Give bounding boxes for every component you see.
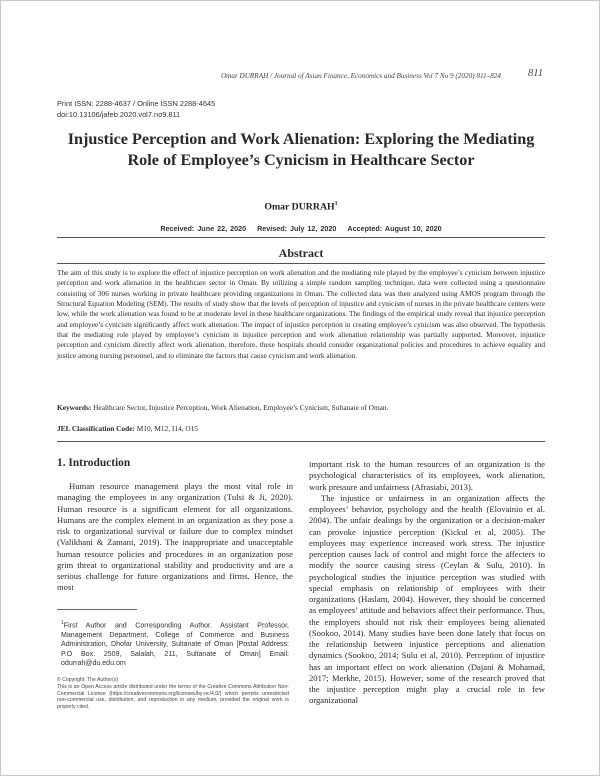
issn-line: Print ISSN: 2288-4637 / Online ISSN 2288-4645 <box>57 99 216 108</box>
license-note <box>57 677 289 711</box>
keywords <box>57 403 545 413</box>
intro-paragraph: The injustice or unfairness in an organization affects the employees’ behavior, psychology and the health (Elovainio et al. 2004). The unfair dealings by the organization or a decision-maker can provoke injustice perception (Kickul et al, 2005). The employees may experience increased work stress. The injustice perception causes lack of control and might force the affecters to modify the source causing stress (Ceylan & Sulu, 2010). In psychological studies the injustice perception was studied with special emphasis on relationship of employees with their organizations (Haslam, 2004). However, they should be concerned as employees’ attitude and behaviors affect their performance. Thus, the employers should not risk their employees being alienated (Sookoo, 2014). Many studies have been done lately that focus on the relationship between injustice perceptions and alienation dynamics (Sookoo, 2014; Sulu et al, 2010). Perception of injustice has an important effect on work alienation (Dajani & Mohamad, 2017; Merkhe, 2015). However, some of the research proved that the injustice perception might play a crucial role in few organizational <box>309 492 545 706</box>
abstract-heading: Abstract <box>278 246 324 260</box>
author-name-text: Omar DURRAH <box>264 201 335 213</box>
issn-block <box>57 99 215 120</box>
keywords-text: Healthcare Sector, Injustice Perception, Work Alienation, Employee’s Cynicism, Sultanate of Oman. <box>93 403 389 412</box>
author-affiliation-mark: 1 <box>334 201 338 207</box>
intro-paragraph-continued: important risk to the human resources of an organization is the psychological characteristics of its employees, work alienation, work pressure and unfairness (Afrasiabi, 2013). <box>309 459 545 492</box>
doi-line: doi:10.13106/jafeb.2020.vol7.no9.811 <box>57 109 181 119</box>
accepted-date: Accepted: August 10, 2020 <box>347 224 442 233</box>
jel-text: M10, M12, I14, O15 <box>136 424 198 433</box>
article-title: Injustice Perception and Work Alienation: Exploring the Mediating Role of Employee’s Cynicism in Healthcare Sector <box>67 130 535 169</box>
right-column <box>309 459 545 707</box>
divider <box>57 441 545 442</box>
license-text: This is an Open Access article distributed under the terms of the Creative Commons Attribution Non-Commercial License (https://creativecommons.org/licenses/by-nc/4.0/) which permits unrestricted non-commercial use, distribution, and reproduction in any medium, provided the original work is properly cited. <box>57 683 289 711</box>
copyright-line: © Copyright: The Author(s) <box>57 677 119 683</box>
jel-codes <box>57 424 545 434</box>
received-date: Received: June 22, 2020 <box>160 224 247 233</box>
intro-paragraph: Human resource management plays the most vital role in managing the employees in any organization (Tulsi & Ji, 2020). Human resource is a significant element for all organizations. Humans are the complex element in an organization as they pose a risk to organizational survival or failure due to complex mindset (Valikhani & Zamani, 2019). The inappropriate and unacceptable human resource policies and procedures in an organization pose grim threat to organizational stability and productivity and are a serious challenge for future organizations and firms. Hence, the most <box>57 481 293 593</box>
revised-date: Revised: July 12, 2020 <box>257 224 337 233</box>
keywords-label: Keywords: <box>57 403 92 412</box>
jel-label: JEL Classification Code: <box>57 424 135 433</box>
author-name <box>1 201 600 212</box>
page-number: 811 <box>528 68 543 79</box>
divider <box>57 237 545 238</box>
article-dates <box>1 224 600 233</box>
section-heading-introduction: 1. Introduction <box>57 457 131 469</box>
footnote-divider <box>57 609 137 610</box>
running-head: Omar DURRAH / Journal of Asian Finance, Economics and Business Vol 7 No 9 (2020) 811–824 <box>220 72 501 80</box>
left-column <box>57 481 293 594</box>
divider <box>57 263 545 264</box>
footnote-mark: 1 <box>61 620 64 626</box>
abstract-text: The aim of this study is to explore the effect of injustice perception on work alienation and the mediating role played by the employee’s cynicism between injustice perception and work alienation in the healthcare sector in Oman. By utilizing a simple random sampling technique, data were collected using a questionnaire consisting of 306 nurses working in private healthcare providing organizations in Oman. The collected data was then analyzed using AMOS program through the Structural Equation Modeling (SEM). The results of study show that the levels of perception of injustice and cynicism of nurses in the private healthcare centers were low, while the work alienation was found to be at moderate level in these healthcare organizations. The findings of the empirical study reveal that injustice perception and employee’s cynicism significantly affect work alienation. The impact of injustice perception in creating employee’s cynicism was also observed. The hypothesis that the mediating role played by employee’s cynicism in injustice perception and work alienation relationship was partially supported. Moreover, injustice perception and cynicism directly affect work alienation, therefore, these hospitals should consider organizational policies and procedures to achieve equality and justice among nursing personnel, and to eliminate the factors that cause cynicism and work alienation. <box>57 268 545 360</box>
footnote-text: First Author and Corresponding Author. Assistant Professor, Management Department, College of Commerce and Business Administration, Dhofar University, Sultanate of Oman [Postal Address: P.O Box. 2509, Salalah, 211, Sultanate of Oman] Email: odurrah@du.edu.om <box>61 622 289 668</box>
author-footnote <box>57 619 289 669</box>
